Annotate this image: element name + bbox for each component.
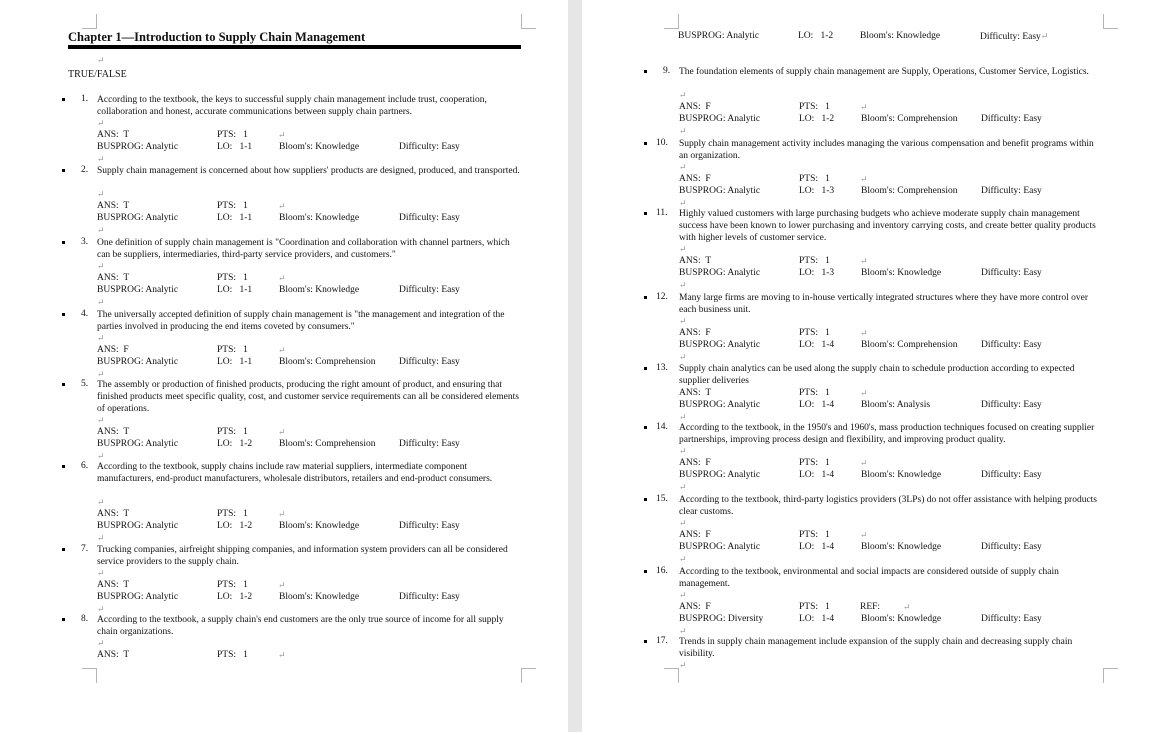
difficulty-field: Difficulty: Easy	[399, 142, 460, 152]
answer-field: ANS: F	[679, 458, 711, 468]
learning-objective-field: LO: 1-1	[217, 357, 253, 367]
question-text: According to the textbook, environmental and social impacts are considered outside of supply chain management.	[679, 567, 1059, 589]
difficulty-field: Difficulty: Easy	[981, 340, 1042, 350]
question-text: The foundation elements of supply chain management are Supply, Operations, Customer Service, Logistics.	[679, 67, 1089, 77]
blooms-field: Bloom's: Analysis	[861, 400, 931, 410]
question-number: 10.	[656, 138, 668, 148]
carryover-difficulty: Difficulty: Easy↵	[980, 31, 1049, 42]
points-field: PTS: 1	[799, 530, 830, 540]
paragraph-mark: ↵	[97, 333, 105, 343]
list-bullet	[644, 498, 647, 501]
points-field: PTS: 1	[799, 602, 830, 612]
points-field: PTS: 1	[217, 427, 248, 437]
question-text: The universally accepted definition of supply chain management is "the management and integration of the parties involved in producing the end items coveted by consumers."	[97, 310, 505, 332]
margin-corner-mark	[664, 14, 679, 29]
list-bullet	[644, 367, 647, 370]
reference-field: REF:	[860, 602, 881, 612]
paragraph-mark: ↵	[97, 451, 105, 461]
question-text: Trucking companies, airfreight shipping companies, and information system providers can all be considered service providers to the supply chain.	[97, 545, 508, 567]
busprog-field: BUSPROG: Analytic	[97, 592, 179, 602]
margin-corner-mark	[664, 668, 679, 683]
question-text: According to the textbook, a supply chain's end customers are the only true source of income for all supply chain organizations.	[97, 615, 504, 637]
paragraph-mark: ↵	[97, 189, 105, 199]
paragraph-mark: ↵	[679, 412, 687, 422]
learning-objective-field: LO: 1-2	[217, 592, 253, 602]
margin-corner-mark	[1103, 668, 1118, 683]
paragraph-mark: ↵	[278, 201, 286, 211]
question-number: 1.	[81, 94, 89, 104]
paragraph-mark: ↵	[97, 154, 105, 164]
blooms-field: Bloom's: Comprehension	[861, 340, 958, 350]
list-bullet	[644, 70, 647, 73]
answer-field: ANS: F	[97, 345, 129, 355]
margin-corner-mark	[1103, 14, 1118, 29]
paragraph-mark: ↵	[679, 660, 687, 670]
question-text: Highly valued customers with large purchasing budgets who achieve moderate supply chain management success have been known to lower purchasing and inventory carrying costs, and create better quality products with higher levels of customer service.	[679, 209, 1096, 243]
blooms-field: Bloom's: Knowledge	[861, 470, 942, 480]
answer-field: ANS: T	[97, 509, 130, 519]
blooms-field: Bloom's: Knowledge	[861, 268, 942, 278]
paragraph-mark: ↵	[97, 118, 105, 128]
learning-objective-field: LO: 1-3	[799, 186, 835, 196]
busprog-field: BUSPROG: Analytic	[679, 470, 761, 480]
blooms-field: Bloom's: Knowledge	[861, 614, 942, 624]
list-bullet	[62, 313, 65, 316]
paragraph-mark: ↵	[278, 509, 286, 519]
busprog-field: BUSPROG: Analytic	[97, 521, 179, 531]
difficulty-field: Difficulty: Easy	[399, 521, 460, 531]
question-number: 14.	[656, 422, 668, 432]
blooms-field: Bloom's: Knowledge	[279, 521, 360, 531]
paragraph-mark: ↵	[97, 55, 105, 65]
question-number: 8.	[81, 614, 89, 624]
paragraph-mark: ↵	[679, 198, 687, 208]
difficulty-field: Difficulty: Easy	[981, 114, 1042, 124]
points-field: PTS: 1	[217, 130, 248, 140]
points-field: PTS: 1	[217, 345, 248, 355]
difficulty-field: Difficulty: Easy	[981, 614, 1042, 624]
paragraph-mark: ↵	[97, 533, 105, 543]
paragraph-mark: ↵	[679, 126, 687, 136]
blooms-field: Bloom's: Comprehension	[279, 439, 376, 449]
list-bullet	[644, 570, 647, 573]
document-page-right	[582, 0, 1151, 732]
blooms-field: Bloom's: Knowledge	[279, 285, 360, 295]
list-bullet	[62, 241, 65, 244]
busprog-field: BUSPROG: Analytic	[679, 340, 761, 350]
learning-objective-field: LO: 1-4	[799, 614, 835, 624]
learning-objective-field: LO: 1-1	[217, 142, 253, 152]
question-number: 12.	[656, 292, 668, 302]
list-bullet	[62, 465, 65, 468]
question-number: 4.	[81, 309, 89, 319]
paragraph-mark: ↵	[97, 297, 105, 307]
learning-objective-field: LO: 1-4	[799, 542, 835, 552]
paragraph-mark: ↵	[679, 626, 687, 636]
learning-objective-field: LO: 1-4	[799, 400, 835, 410]
margin-corner-mark	[521, 14, 536, 29]
carryover-lo: LO: 1-2	[798, 31, 834, 41]
question-text: Trends in supply chain management include expansion of the supply chain and decreasing supply chain visibility.	[679, 637, 1073, 659]
question-text: Many large firms are moving to in-house vertically integrated structures where they have more control over each business unit.	[679, 293, 1088, 315]
answer-field: ANS: F	[679, 530, 711, 540]
paragraph-mark: ↵	[278, 427, 286, 437]
points-field: PTS: 1	[799, 256, 830, 266]
question-text: Supply chain management is concerned about how suppliers' products are designed, produced, and transported.	[97, 166, 520, 176]
paragraph-mark: ↵	[679, 244, 687, 254]
learning-objective-field: LO: 1-2	[217, 521, 253, 531]
carryover-meta-row: BUSPROG: Analytic	[678, 31, 760, 41]
difficulty-field: Difficulty: Easy	[981, 470, 1042, 480]
question-text: According to the textbook, third-party logistics providers (3LPs) do not offer assistance with helping products clear customs.	[679, 495, 1098, 517]
points-field: PTS: 1	[217, 201, 248, 211]
list-bullet	[62, 383, 65, 386]
paragraph-mark: ↵	[97, 638, 105, 648]
list-bullet	[62, 169, 65, 172]
difficulty-field: Difficulty: Easy	[981, 542, 1042, 552]
busprog-field: BUSPROG: Analytic	[679, 186, 761, 196]
paragraph-mark: ↵	[679, 162, 687, 172]
list-bullet	[644, 212, 647, 215]
difficulty-field: Difficulty: Easy	[399, 285, 460, 295]
answer-field: ANS: T	[679, 256, 712, 266]
answer-field: ANS: T	[97, 273, 130, 283]
list-bullet	[644, 296, 647, 299]
points-field: PTS: 1	[799, 458, 830, 468]
question-number: 13.	[656, 363, 668, 373]
carryover-blooms: Bloom's: Knowledge	[860, 31, 941, 41]
paragraph-mark: ↵	[278, 580, 286, 590]
busprog-field: BUSPROG: Analytic	[97, 357, 179, 367]
busprog-field: BUSPROG: Analytic	[679, 542, 761, 552]
points-field: PTS: 1	[799, 388, 830, 398]
question-number: 3.	[81, 237, 89, 247]
list-bullet	[62, 98, 65, 101]
paragraph-mark: ↵	[860, 388, 868, 398]
paragraph-mark: ↵	[679, 316, 687, 326]
points-field: PTS: 1	[217, 273, 248, 283]
learning-objective-field: LO: 1-2	[799, 114, 835, 124]
learning-objective-field: LO: 1-1	[217, 285, 253, 295]
chapter-title: Chapter 1—Introduction to Supply Chain Management	[68, 30, 366, 44]
busprog-field: BUSPROG: Analytic	[679, 268, 761, 278]
list-bullet	[644, 426, 647, 429]
question-number: 2.	[81, 165, 89, 175]
difficulty-field: Difficulty: Easy	[981, 400, 1042, 410]
question-number: 11.	[656, 208, 668, 218]
difficulty-field: Difficulty: Easy	[399, 213, 460, 223]
busprog-field: BUSPROG: Analytic	[97, 285, 179, 295]
blooms-field: Bloom's: Knowledge	[279, 142, 360, 152]
question-text: Supply chain analytics can be used along the supply chain to schedule production according to expected supplier deliveries	[679, 364, 1075, 386]
answer-field: ANS: T	[97, 201, 130, 211]
busprog-field: BUSPROG: Diversity	[679, 614, 764, 624]
question-number: 5.	[81, 379, 89, 389]
blooms-field: Bloom's: Comprehension	[861, 114, 958, 124]
question-number: 6.	[81, 461, 89, 471]
difficulty-field: Difficulty: Easy	[399, 439, 460, 449]
paragraph-mark: ↵	[97, 568, 105, 578]
paragraph-mark: ↵	[278, 130, 286, 140]
paragraph-mark: ↵	[679, 446, 687, 456]
blooms-field: Bloom's: Comprehension	[279, 357, 376, 367]
question-number: 16.	[656, 566, 668, 576]
busprog-field: BUSPROG: Analytic	[97, 213, 179, 223]
paragraph-mark: ↵	[679, 482, 687, 492]
document-page-left	[0, 0, 568, 732]
paragraph-mark: ↵	[97, 415, 105, 425]
margin-corner-mark	[82, 14, 97, 29]
question-text: According to the textbook, the keys to successful supply chain management include trust, cooperation, collaboration and honest, accurate communications between supply chain partners.	[97, 95, 487, 117]
learning-objective-field: LO: 1-2	[217, 439, 253, 449]
question-number: 7.	[81, 544, 89, 554]
paragraph-mark: ↵	[679, 90, 687, 100]
question-text: The assembly or production of finished products, producing the right amount of product, and ensuring that finished products meet specific quality, cost, and customer service requirements can all be considered elements of operations.	[97, 380, 519, 414]
busprog-field: BUSPROG: Analytic	[97, 142, 179, 152]
paragraph-mark: ↵	[679, 518, 687, 528]
busprog-field: BUSPROG: Analytic	[679, 114, 761, 124]
difficulty-field: Difficulty: Easy	[981, 186, 1042, 196]
list-bullet	[644, 142, 647, 145]
paragraph-mark: ↵	[679, 554, 687, 564]
margin-corner-mark	[521, 668, 536, 683]
paragraph-mark: ↵	[679, 590, 687, 600]
paragraph-mark: ↵	[97, 604, 105, 614]
question-text: According to the textbook, in the 1950's and 1960's, mass production techniques focused on creating supplier partnerships, improving process design and flexibility, and improving product quality.	[679, 423, 1095, 445]
question-number: 9.	[663, 66, 671, 76]
paragraph-mark: ↵	[97, 225, 105, 235]
difficulty-field: Difficulty: Easy	[399, 592, 460, 602]
blooms-field: Bloom's: Comprehension	[861, 186, 958, 196]
paragraph-mark: ↵	[679, 280, 687, 290]
answer-field: ANS: T	[97, 580, 130, 590]
list-bullet	[62, 618, 65, 621]
blooms-field: Bloom's: Knowledge	[279, 213, 360, 223]
points-field: PTS: 1	[217, 509, 248, 519]
learning-objective-field: LO: 1-1	[217, 213, 253, 223]
question-number: 15.	[656, 494, 668, 504]
list-bullet	[644, 640, 647, 643]
blooms-field: Bloom's: Knowledge	[861, 542, 942, 552]
points-field: PTS: 1	[799, 174, 830, 184]
points-field: PTS: 1	[217, 580, 248, 590]
learning-objective-field: LO: 1-3	[799, 268, 835, 278]
question-number: 17.	[656, 636, 668, 646]
question-text: One definition of supply chain management is "Coordination and collaboration with channel partners, which can be suppliers, intermediaries, third-party service providers, and customers."	[97, 238, 510, 260]
paragraph-mark: ↵	[278, 345, 286, 355]
answer-field: ANS: T	[679, 388, 712, 398]
paragraph-mark: ↵	[860, 256, 868, 266]
paragraph-mark: ↵	[860, 458, 868, 468]
paragraph-mark: ↵	[860, 174, 868, 184]
learning-objective-field: LO: 1-4	[799, 340, 835, 350]
margin-corner-mark	[82, 668, 97, 683]
paragraph-mark: ↵	[860, 328, 868, 338]
answer-field: ANS: T	[97, 427, 130, 437]
paragraph-mark: ↵	[278, 273, 286, 283]
title-underline-rule	[68, 45, 521, 49]
paragraph-mark: ↵	[860, 102, 868, 112]
paragraph-mark: ↵	[903, 602, 911, 612]
answer-field: ANS: F	[679, 328, 711, 338]
answer-field: ANS: F	[679, 102, 711, 112]
answer-field: ANS: T	[97, 130, 130, 140]
paragraph-mark: ↵	[679, 352, 687, 362]
learning-objective-field: LO: 1-4	[799, 470, 835, 480]
question-text: According to the textbook, supply chains include raw material suppliers, intermediate component manufacturers, end-product manufacturers, wholesale distributors, retailers and end-product consumers.	[97, 462, 493, 484]
busprog-field: BUSPROG: Analytic	[679, 400, 761, 410]
question-text: Supply chain management activity includes managing the various compensation and benefit programs within an organization.	[679, 139, 1094, 161]
difficulty-field: Difficulty: Easy	[981, 268, 1042, 278]
answer-field: ANS: F	[679, 174, 711, 184]
points-field: PTS: 1	[799, 102, 830, 112]
paragraph-mark: ↵	[97, 369, 105, 379]
blooms-field: Bloom's: Knowledge	[279, 592, 360, 602]
paragraph-mark: ↵	[97, 497, 105, 507]
paragraph-mark: ↵	[860, 530, 868, 540]
difficulty-field: Difficulty: Easy	[399, 357, 460, 367]
paragraph-mark: ↵	[97, 261, 105, 271]
list-bullet	[62, 548, 65, 551]
points-field: PTS: 1	[799, 328, 830, 338]
answer-field: ANS: F	[679, 602, 711, 612]
busprog-field: BUSPROG: Analytic	[97, 439, 179, 449]
points-field: PTS: 1	[217, 650, 248, 660]
answer-field: ANS: T	[97, 650, 130, 660]
section-heading: TRUE/FALSE	[68, 69, 127, 80]
paragraph-mark: ↵	[278, 650, 286, 660]
